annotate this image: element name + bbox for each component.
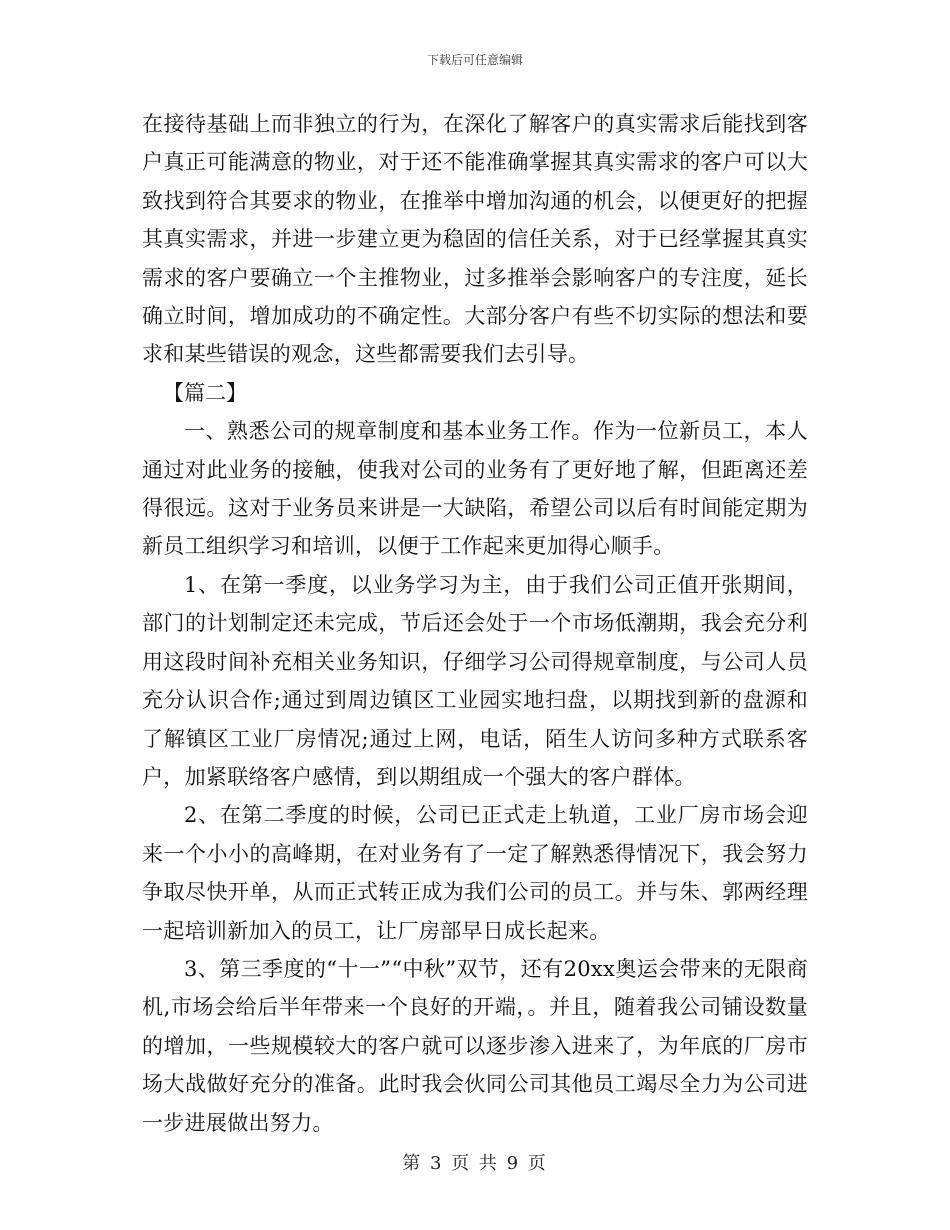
document-body bbox=[142, 105, 808, 1142]
page-number: 第 3 页 共 9 页 bbox=[402, 1153, 548, 1174]
paragraph-4: 3、第三季度的“十一”“中秋”双节，还有20xx奥运会带来的无限商机,市场会给后半年带来一个良好的开端，。并且，随着我公司铺设数量的增加，一些规模较大的客户就可以逐步渗入进来了，为年底的厂房市场大战做好充分的准备。此时我会伙同公司其他员工竭尽全力为公司进一步进展做出努力。 bbox=[142, 956, 808, 1135]
section-title: 【篇二】 bbox=[163, 380, 247, 405]
paragraph-3: 2、在第二季度的时候，公司已正式走上轨道，工业厂房市场会迎来一个小小的高峰期，在对业务有了一定了解熟悉得情况下，我会努力争取尽快开单，从而正式转正成为我们公司的员工。并与朱、郭两经理一起培训新加入的员工，让厂房部早日成长起来。 bbox=[142, 803, 808, 943]
paragraph-continued: 在接待基础上而非独立的行为，在深化了解客户的真实需求后能找到客户真正可能满意的物业，对于还不能准确掌握其真实需求的客户可以大致找到符合其要求的物业，在推举中增加沟通的机会，以便更好的把握其真实需求，并进一步建立更为稳固的信任关系，对于已经掌握其真实需求的客户要确立一个主推物业，过多推举会影响客户的专注度，延长确立时间，增加成功的不确定性。大部分客户有些不切实际的想法和要求和某些错误的观念，这些都需要我们去引导。 bbox=[142, 112, 808, 367]
page-header: 下载后可任意编辑 bbox=[426, 53, 523, 67]
paragraph-2: 1、在第一季度，以业务学习为主，由于我们公司正值开张期间，部门的计划制定还未完成，节后还会处于一个市场低潮期，我会充分利用这段时间补充相关业务知识，仔细学习公司得规章制度，与公司人员充分认识合作;通过到周边镇区工业园实地扫盘，以期找到新的盘源和了解镇区工业厂房情况;通过上网，电话，陌生人访问多种方式联系客户，加紧联络客户感情，到以期组成一个强大的客户群体。 bbox=[142, 572, 808, 789]
paragraph-1: 一、熟悉公司的规章制度和基本业务工作。作为一位新员工，本人通过对此业务的接触，使我对公司的业务有了更好地了解，但距离还差得很远。这对于业务员来讲是一大缺陷，希望公司以后有时间能定期为新员工组织学习和培训，以便于工作起来更加得心顺手。 bbox=[142, 419, 808, 559]
